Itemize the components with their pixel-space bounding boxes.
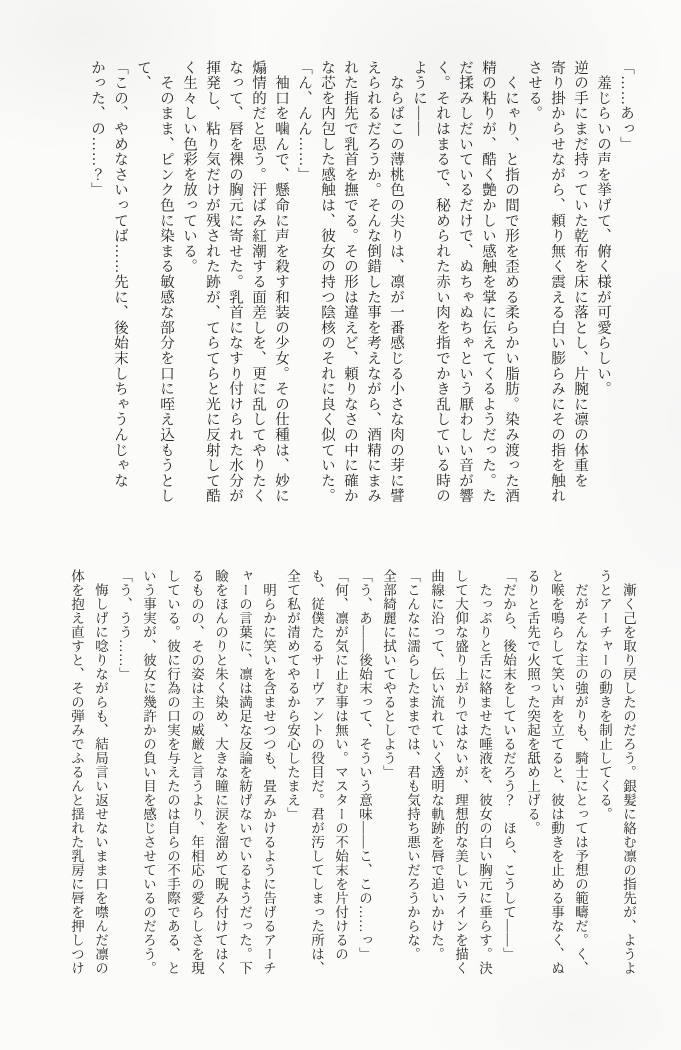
text-line: 「ん、んん……」 <box>296 60 312 183</box>
text-line: 寄り掛からせながら、頼り無く震える白い膨らみにその指を触れ <box>549 60 565 504</box>
text-line: くにゃり、と指の間で形を歪める柔らかい脂肪。染み渡った酒 <box>503 60 519 504</box>
text-line: 瞼をほんのりと朱く染め、大きな瞳に涙を溜めて睨み付けてはく <box>213 569 228 975</box>
text-line: えられるだろうか。そんな倒錯した事を考えながら、酒精にまみ <box>365 60 381 504</box>
text-line: させる。 <box>526 60 542 122</box>
text-line: 「この、やめなさいってば……先に、後始末しちゃうんじゃな <box>112 60 128 489</box>
text-line: かった、の……？」 <box>89 60 105 198</box>
text-line: るものの、その姿は主の威厳と言うより、年相応の愛らしさを現 <box>189 569 204 975</box>
text-line: 「う、うう……」 <box>117 569 132 681</box>
text-line: なって、唇を裸の胸元に寄せた。乳首になすり付けられた水分が <box>227 60 243 504</box>
bottom-text-block <box>64 569 640 981</box>
text-line: 「こんなに濡らしたままでは、君も気持ち悪いだろうからな。 <box>405 569 420 961</box>
text-line: いう事実が、彼女に幾許かの負い目を感じさせているのだろう。 <box>141 569 156 975</box>
text-line: 精の粘りが、酷く艶かしい感触を掌に伝えてくるようだった。た <box>480 60 496 504</box>
text-line: 「だから、後始末をしているだろう？ ほら、こうして――」 <box>501 569 516 961</box>
text-line: だがそんな主の強がりも、騎士にとっては予想の範疇だ。く、 <box>573 569 588 975</box>
text-line: 悔しげに唸りながらも、結局言い返せないまま口を噤んだ凛の <box>93 569 108 975</box>
text-line: 全て私が清めてやるから安心したまえ」 <box>285 569 300 821</box>
text-line: て、 <box>135 60 151 91</box>
text-line: ように―― <box>411 60 427 137</box>
text-line: も、従僕たるサーヴァントの役目だ。君が汚してしまった所は、 <box>309 569 324 975</box>
text-line: れた指先で乳首を撫でる。その形は違えど、頼りなさの中に確か <box>342 60 358 504</box>
text-line: ならばこの薄桃色の尖りは、凛が一番感じる小さな肉の芽に譬 <box>388 60 404 504</box>
text-line: 「何、凛が気に止む事は無い。マスターの不始末を片付けるの <box>333 569 348 961</box>
text-line: だ揉みしだいているだけで、ぬちゃぬちゃという厭わしい音が響 <box>457 60 473 504</box>
text-line: 「う、あ――後始末って、そういう意味――こ、この……っ」 <box>357 569 372 961</box>
text-line: 袖口を噛んで、懸命に声を殺す和装の少女。その仕種は、妙に <box>273 60 289 504</box>
text-line: 逆の手にまだ持っていた乾布を床に落とし、片腕に凛の体重を <box>572 60 588 489</box>
text-line: 明らかに笑いを含ませつつも、畳みかけるように告げるアーチ <box>261 569 276 975</box>
text-line: 煽情的だと思う。汗ばみ紅潮する面差しを、更に乱してやりたく <box>250 60 266 504</box>
text-line: るりと舌先で火照った突起を舐め上げる。 <box>525 569 540 835</box>
text-line: 全部綺麗に拭いてやるとしよう」 <box>381 569 396 779</box>
text-line: 漸く己を取り戻したのだろう。銀髪に絡む凛の指先が、ようよ <box>621 569 636 975</box>
top-text-block <box>85 60 637 512</box>
text-line: している。彼に行為の口実を与えたのは自らの不手際である、と <box>165 569 180 975</box>
text-line: して大仰な盛り上がりではないが、理想的な美しいラインを描く <box>453 569 468 975</box>
text-line: たっぷりと舌に絡ませた唾液を、彼女の白い胸元に垂らす。決 <box>477 569 492 975</box>
text-line: そのまま、ピンク色に染まる敏感な部分を口に咥え込もうとし <box>158 60 174 504</box>
text-line: な芯を内包した感触は、彼女の持つ陰核のそれに良く似ていた。 <box>319 60 335 504</box>
text-line: と喉を鳴らして笑い声を立てると、彼は動きを止める事なく、ぬ <box>549 569 564 975</box>
text-line: 揮発し、粘り気だけが残された跡が、てらてらと光に反射して酷 <box>204 60 220 504</box>
text-line: ャーの言葉に、凛は満足な反論を紡げないでいるようだった。下 <box>237 569 252 975</box>
text-line: く生々しい色彩を放っている。 <box>181 60 197 275</box>
text-line: 曲線に沿って、伝い流れていく透明な軌跡を唇で追いかけた。 <box>429 569 444 961</box>
text-line: うとアーチャーの動きを制止してくる。 <box>597 569 612 821</box>
text-line: く。それはまるで、秘められた赤い肉を指でかき乱している時の <box>434 60 450 504</box>
text-line: 体を抱え直すと、その弾みでふるんと揺れた乳房に唇を押しつけ <box>69 569 84 975</box>
text-line: 羞じらいの声を挙げて、俯く様が可愛らしい。 <box>595 60 611 397</box>
text-line: 「……あっ」 <box>618 60 634 152</box>
